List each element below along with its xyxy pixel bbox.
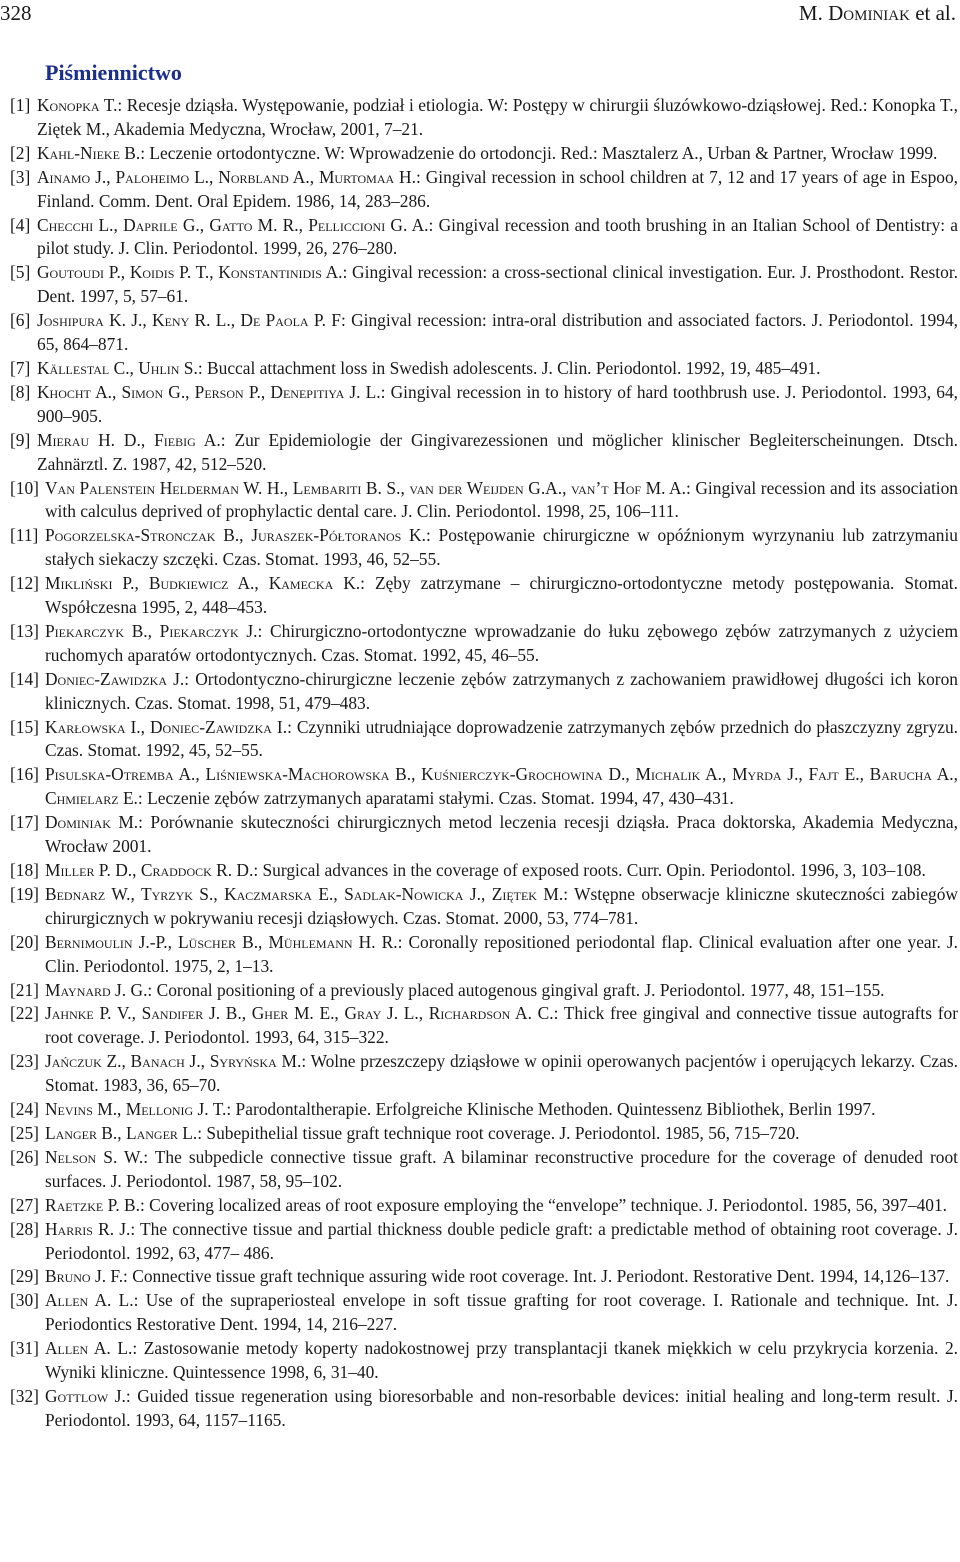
reference-authors: Mierau H. D., Fiebig A.	[37, 429, 221, 450]
reference-item	[10, 763, 958, 811]
reference-number: [26]	[10, 1146, 39, 1167]
reference-number: [14]	[10, 668, 39, 689]
reference-authors: Jańczuk Z., Banach J., Syryńska M.	[45, 1051, 302, 1072]
reference-text: F: Gingival recession: intra-oral distribution and associated factors. J. Periodontol. 1994, 65, 864–871.	[37, 310, 958, 355]
reference-text: : Gingival recession in school children at 7, 12 and 17 years of age in Espoo, Finland. Comm. Dent. Oral Epidem. 1986, 14, 283–286.	[37, 166, 958, 211]
reference-number: [5]	[10, 262, 31, 283]
reference-text: : Buccal attachment loss in Swedish adolescents. J. Clin. Periodontol. 1992, 19, 485–491.	[197, 357, 821, 378]
reference-number: [21]	[10, 979, 39, 1000]
reference-item	[10, 94, 958, 142]
reference-item	[10, 477, 958, 525]
reference-text: : Zur Epidemiologie der Gingivarezessionen und möglicher klinischer Begleiterscheinungen. Dtsch. Zahnärztl. Z. 1987, 42, 512–520.	[37, 429, 958, 474]
reference-text: : Surgical advances in the coverage of exposed roots. Curr. Opin. Periodontol. 1996, 3, 103–108.	[253, 860, 926, 880]
reference-number: [20]	[10, 931, 39, 952]
reference-item	[10, 931, 958, 979]
reference-text: : Leczenie zębów zatrzymanych aparatami stałymi. Czas. Stomat. 1994, 47, 430–431.	[137, 788, 734, 809]
reference-number: [28]	[10, 1218, 39, 1239]
reference-authors: Allen A. L.	[45, 1290, 134, 1311]
reference-authors: Källestal C., Uhlin S.	[37, 357, 198, 378]
reference-authors: Gottlow J.	[45, 1385, 126, 1406]
reference-item	[10, 1337, 958, 1385]
reference-authors: Langer B., Langer L.	[45, 1122, 198, 1143]
reference-authors: Khocht A., Simon G., Person P., Denepitiya J. L.	[37, 381, 381, 402]
reference-item	[10, 1218, 958, 1266]
reference-authors: Mikliński P., Budkiewicz A., Kamecka K.	[45, 573, 361, 594]
reference-authors: Maynard J. G.	[45, 979, 148, 1000]
running-head	[0, 0, 960, 26]
reference-text: : Ortodontyczno-chirurgiczne leczenie zębów zatrzymanych z zachowaniem prawidłowej długości ich koron klinicznych. Czas. Stomat. 1998, 51, 479–483.	[45, 668, 958, 713]
reference-number: [25]	[10, 1122, 39, 1143]
reference-text: : Chirurgiczno-ortodontyczne wprowadzanie do łuku zębowego zębów zatrzymanych z użyciem ruchomych aparatów ortodontycznych. Czas. Stomat. 1992, 45, 46–55.	[45, 620, 958, 665]
reference-number: [17]	[10, 812, 39, 833]
reference-authors: Piekarczyk B., Piekarczyk J.	[45, 620, 258, 641]
reference-authors: Miller P. D., Craddock R. D.	[45, 860, 254, 880]
reference-item	[10, 1050, 958, 1098]
reference-authors: Bernimoulin J.-P., Lüscher B., Mühlemann H. R.	[45, 931, 398, 952]
reference-number: [27]	[10, 1194, 39, 1215]
reference-number: [13]	[10, 620, 39, 641]
reference-item	[10, 1146, 958, 1194]
reference-number: [12]	[10, 573, 39, 594]
header-authors-lead: M.	[798, 1, 829, 25]
reference-text: : Coronal positioning of a previously placed autogenous gingival graft. J. Periodontol. 1977, 48, 151–155.	[147, 979, 885, 1000]
reference-authors: Goutoudi P., Koidis P. T., Konstantinidis A.	[37, 262, 343, 283]
reference-text: : Coronally repositioned periodontal flap. Clinical evaluation after one year. J. Clin. Periodontol. 1975, 2, 1–13.	[45, 931, 959, 976]
reference-text: : Wstępne obserwacje kliniczne skuteczności zabiegów chirurgicznych w pokrywaniu recesji dziąsłowych. Czas. Stomat. 2000, 53, 774–781.	[45, 883, 958, 928]
reference-authors: Joshipura K. J., Keny R. L., De Paola P.	[37, 310, 326, 331]
reference-item	[10, 1385, 958, 1433]
reference-text: : Gingival recession: a cross-sectional clinical investigation. Eur. J. Prosthodont. Restor. Dent. 1997, 5, 57–61.	[37, 262, 958, 307]
reference-text: : The subpedicle connective tissue graft. A bilaminar reconstructive procedure for the coverage of denuded root surfaces. J. Periodontol. 1987, 58, 95–102.	[45, 1146, 958, 1191]
reference-item	[10, 309, 958, 357]
reference-number: [10]	[10, 477, 39, 498]
reference-text: : Zęby zatrzymane – chirurgiczno-ortodontyczne metody postępowania. Stomat. Współczesna 1995, 2, 448–453.	[45, 573, 958, 618]
reference-item	[10, 1002, 958, 1050]
reference-number: [11]	[10, 525, 39, 546]
reference-number: [8]	[10, 381, 31, 402]
reference-authors: Doniec-Zawidzka J.	[45, 668, 185, 689]
reference-authors: Nevins M., Mellonig J. T.	[45, 1099, 227, 1120]
reference-item	[10, 381, 958, 429]
reference-number: [18]	[10, 860, 39, 880]
reference-item	[10, 214, 958, 262]
reference-text: : Use of the supraperiosteal envelope in soft tissue grafting for root coverage. I. Rationale and technique. Int. J. Periodontics Restorative Dent. 1994, 14, 216–227.	[45, 1290, 958, 1335]
reference-item	[10, 1194, 958, 1218]
reference-item	[10, 429, 958, 477]
reference-number: [31]	[10, 1338, 39, 1359]
reference-authors: Harris R. J.	[45, 1218, 131, 1239]
reference-item	[10, 620, 958, 668]
reference-authors: Nelson S. W.	[45, 1146, 144, 1167]
section-title: Piśmiennictwo	[45, 60, 182, 85]
header-authors	[799, 0, 956, 26]
reference-number: [6]	[10, 310, 31, 331]
reference-text: : Postępowanie chirurgiczne w opóźnionym wyrzynaniu lub zatrzymaniu stałych siekaczy szczęki. Czas. Stomat. 1993, 46, 52–55.	[45, 525, 959, 570]
reference-text: : Parodontaltherapie. Erfolgreiche Klinische Methoden. Quintessenz Bibliothek, Berlin 1997.	[226, 1099, 876, 1120]
reference-text: : Gingival recession and tooth brushing in an Italian School of Dentistry: a pilot study. J. Clin. Periodontol. 1999, 26, 276–280.	[37, 214, 958, 259]
reference-authors: Karłowska I., Doniec-Zawidzka I.	[45, 716, 288, 737]
reference-number: [24]	[10, 1099, 39, 1120]
reference-authors: Bruno J. F.	[45, 1266, 124, 1287]
reference-text: : Porównanie skuteczności chirurgicznych metod leczenia recesji dziąsła. Praca doktorska, Akademia Medyczna, Wrocław 2001.	[45, 812, 958, 857]
reference-authors: Allen A. L.	[45, 1338, 133, 1359]
reference-number: [23]	[10, 1051, 39, 1072]
reference-text: : Connective tissue graft technique assuring wide root coverage. Int. J. Periodont. Restorative Dent. 1994, 14,126–137.	[123, 1266, 950, 1287]
reference-item	[10, 1289, 958, 1337]
reference-text: : Leczenie ortodontyczne. W: Wprowadzenie do ortodoncji. Red.: Masztalerz A., Urban & Partner, Wrocław 1999.	[140, 142, 938, 163]
reference-text: : Guided tissue regeneration using bioresorbable and non-resorbable devices: initial healing and long-term result. J. Periodontol. 1993, 64, 1157–1165.	[45, 1385, 958, 1430]
reference-number: [15]	[10, 716, 39, 737]
reference-number: [2]	[10, 142, 31, 163]
reference-number: [9]	[10, 429, 31, 450]
reference-text: : Thick free gingival and connective tissue autografts for root coverage. J. Periodontol. 1993, 64, 315–322.	[45, 1003, 958, 1048]
reference-item	[10, 357, 958, 381]
reference-text: : The connective tissue and partial thickness double pedicle graft: a predictable method of obtaining root coverage. J. Periodontol. 1992, 63, 477– 486.	[45, 1218, 958, 1263]
reference-number: [16]	[10, 764, 39, 785]
reference-number: [30]	[10, 1290, 39, 1311]
reference-text: : Zastosowanie metody koperty nadokostnowej przy transplantacji tkanek miękkich w celu przykrycia korzenia. 2. Wyniki kliniczne. Quintessence 1998, 6, 31–40.	[45, 1338, 958, 1383]
reference-number: [22]	[10, 1003, 39, 1024]
reference-text: : Recesje dziąsła. Występowanie, podział i etiologia. W: Postępy w chirurgii śluzówkowo-dziąsłowej. Red.: Konopka T., Ziętek M., Akademia Medyczna, Wrocław, 2001, 7–21.	[37, 95, 958, 139]
header-authors-smallcaps: Dominiak	[828, 1, 910, 25]
reference-list	[10, 94, 958, 1433]
reference-item	[10, 859, 958, 883]
reference-number: [4]	[10, 214, 31, 235]
reference-number: [7]	[10, 357, 31, 378]
reference-number: [1]	[10, 95, 31, 115]
reference-item	[10, 261, 958, 309]
reference-item	[10, 1098, 958, 1122]
reference-authors: Raetzke P. B.	[45, 1194, 140, 1215]
reference-authors: Kahl-Nieke B.	[37, 142, 141, 163]
reference-item	[10, 142, 958, 166]
reference-authors: Checchi L., Daprile G., Gatto M. R., Pelliccioni G. A.	[37, 214, 429, 235]
reference-authors: Dominiak M.	[45, 812, 139, 833]
reference-number: [19]	[10, 883, 39, 904]
reference-text: : Wolne przeszczepy dziąsłowe w opinii operowanych pacjentów i operujących lekarzy. Czas. Stomat. 1983, 36, 65–70.	[45, 1051, 958, 1096]
reference-item	[10, 883, 958, 931]
reference-item	[10, 572, 958, 620]
reference-authors: Konopka T.	[37, 95, 118, 115]
reference-authors: Pogorzelska-Stronczak B., Juraszek-Półtoranos K.	[45, 525, 426, 546]
reference-authors: Pisulska-Otremba A., Liśniewska-Machorowska B., Kuśnierczyk-Grochowina D., Michalik A., Myrda J., Fajt E., Barucha A., Chmielarz E.	[45, 764, 958, 809]
reference-text: : Subepithelial tissue graft technique root coverage. J. Periodontol. 1985, 56, 715–720.	[197, 1122, 800, 1143]
reference-item	[10, 668, 958, 716]
reference-authors: Bednarz W., Tyrzyk S., Kaczmarska E., Sadlak-Nowicka J., Ziętek M.	[45, 883, 564, 904]
reference-number: [32]	[10, 1385, 39, 1406]
reference-authors: Van Palenstein Helderman W. H., Lembariti B. S., van der Weijden G.A., van’t Hof M. A.	[45, 477, 686, 498]
page-number: 328	[0, 1, 32, 25]
reference-number: [3]	[10, 166, 31, 187]
reference-authors: Ainamo J., Paloheimo L., Norbland A., Murtomaa H.	[37, 166, 416, 187]
reference-item	[10, 166, 958, 214]
reference-text: : Czynniki utrudniające doprowadzenie zatrzymanych zębów przednich do płaszczyzny zgryzu. Czas. Stomat. 1992, 45, 52–55.	[45, 716, 958, 761]
reference-text: : Gingival recession and its association with calculus deprived of prophylactic dental care. J. Clin. Periodontol. 1998, 25, 106–111.	[45, 477, 959, 522]
reference-text: : Covering localized areas of root exposure employing the “envelope” technique. J. Periodontol. 1985, 56, 397–401.	[140, 1194, 948, 1215]
reference-item	[10, 979, 958, 1003]
reference-text: : Gingival recession in to history of hard toothbrush use. J. Periodontol. 1993, 64, 900–905.	[37, 381, 958, 426]
reference-authors: Jahnke P. V., Sandifer J. B., Gher M. E., Gray J. L., Richardson A. C.	[45, 1003, 554, 1024]
reference-item	[10, 1122, 958, 1146]
header-authors-tail: et al.	[909, 1, 956, 25]
reference-item	[10, 524, 958, 572]
reference-item	[10, 811, 958, 859]
reference-item	[10, 1265, 958, 1289]
reference-item	[10, 716, 958, 764]
reference-number: [29]	[10, 1266, 39, 1287]
